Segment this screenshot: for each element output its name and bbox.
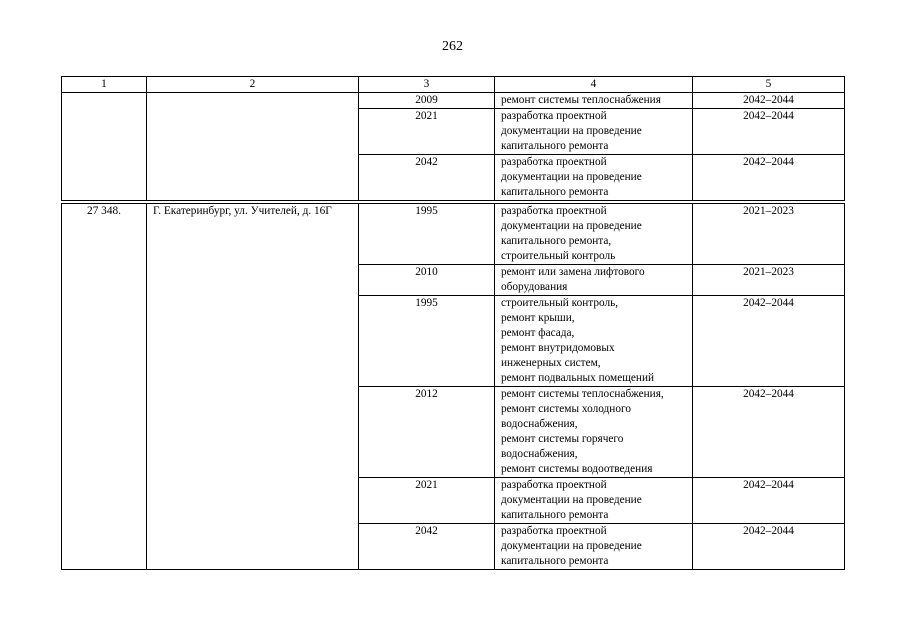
table-row bbox=[62, 93, 845, 109]
capital-repair-table bbox=[61, 76, 845, 570]
work-type-cell: разработка проектной документации на проведение капитального ремонта, строительный контроль bbox=[495, 204, 693, 265]
period-cell: 2021–2023 bbox=[693, 265, 845, 296]
header-cell-2: 2 bbox=[147, 77, 359, 93]
work-type-cell: разработка проектной документации на проведение капитального ремонта bbox=[495, 478, 693, 524]
address-cell: Г. Екатеринбург, ул. Учителей, д. 16Г bbox=[147, 204, 359, 570]
header-row bbox=[62, 77, 845, 93]
work-type-cell: разработка проектной документации на проведение капитального ремонта bbox=[495, 109, 693, 155]
work-type-cell: ремонт системы теплоснабжения bbox=[495, 93, 693, 109]
period-cell: 2042–2044 bbox=[693, 387, 845, 478]
period-cell: 2021–2023 bbox=[693, 204, 845, 265]
year-cell: 1995 bbox=[359, 296, 495, 387]
work-type-cell: ремонт или замена лифтового оборудования bbox=[495, 265, 693, 296]
year-cell: 2042 bbox=[359, 524, 495, 570]
period-cell: 2042–2044 bbox=[693, 93, 845, 109]
year-cell: 2021 bbox=[359, 478, 495, 524]
number-cell bbox=[62, 93, 147, 201]
year-cell: 2010 bbox=[359, 265, 495, 296]
header-cell-4: 4 bbox=[495, 77, 693, 93]
table-row bbox=[62, 204, 845, 265]
period-cell: 2042–2044 bbox=[693, 296, 845, 387]
header-cell-3: 3 bbox=[359, 77, 495, 93]
number-cell: 27 348. bbox=[62, 204, 147, 570]
year-cell: 2021 bbox=[359, 109, 495, 155]
period-cell: 2042–2044 bbox=[693, 524, 845, 570]
year-cell: 2009 bbox=[359, 93, 495, 109]
address-cell bbox=[147, 93, 359, 201]
work-type-cell: разработка проектной документации на проведение капитального ремонта bbox=[495, 524, 693, 570]
year-cell: 1995 bbox=[359, 204, 495, 265]
work-type-cell: ремонт системы теплоснабжения, ремонт системы холодного водоснабжения, ремонт системы горячего водоснабжения, ремонт системы водоотведения bbox=[495, 387, 693, 478]
work-type-cell: строительный контроль, ремонт крыши, ремонт фасада, ремонт внутридомовых инженерных систем, ремонт подвальных помещений bbox=[495, 296, 693, 387]
period-cell: 2042–2044 bbox=[693, 109, 845, 155]
page-number: 262 bbox=[442, 39, 463, 54]
header-cell-1: 1 bbox=[62, 77, 147, 93]
year-cell: 2012 bbox=[359, 387, 495, 478]
work-type-cell: разработка проектной документации на проведение капитального ремонта bbox=[495, 155, 693, 201]
header-cell-5: 5 bbox=[693, 77, 845, 93]
year-cell: 2042 bbox=[359, 155, 495, 201]
period-cell: 2042–2044 bbox=[693, 155, 845, 201]
period-cell: 2042–2044 bbox=[693, 478, 845, 524]
